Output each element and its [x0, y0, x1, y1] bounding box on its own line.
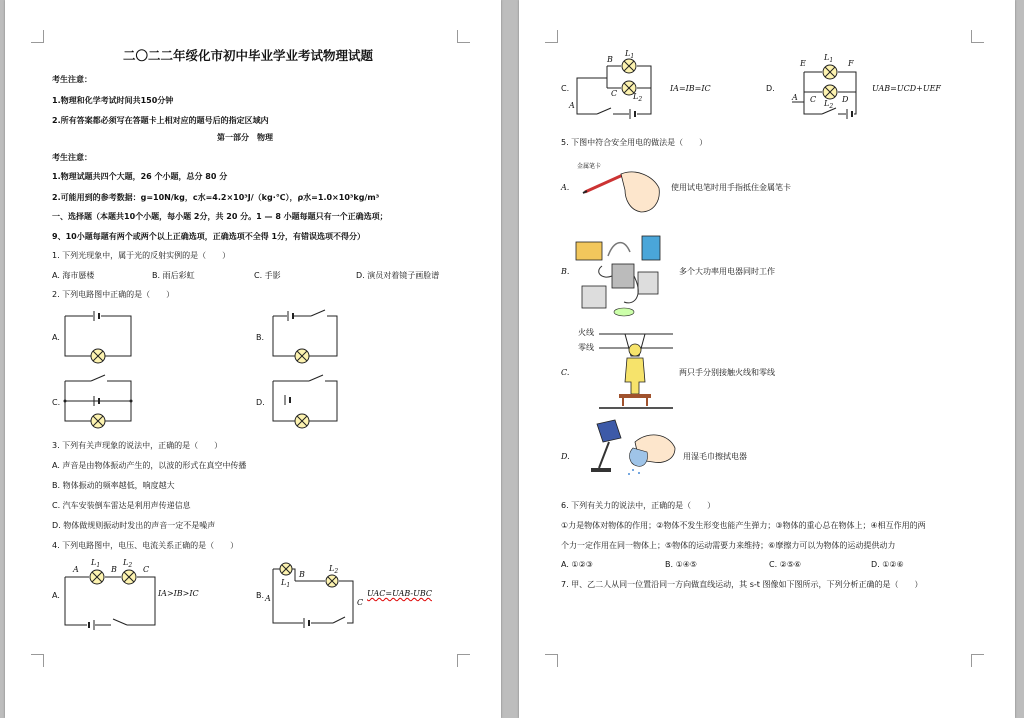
- q3-option-d: D. 物体做规则振动时发出的声音一定不是噪声: [52, 521, 216, 530]
- svg-text:L1: $L_1$: [625, 49, 635, 60]
- svg-text:L1: $L_1$: [91, 558, 101, 569]
- notice-item: 1.物理和化学考试时间共150分钟: [52, 96, 174, 105]
- q4-option-c-label: C.: [561, 84, 570, 93]
- svg-text:L2: $L_2$: [633, 92, 643, 103]
- svg-text:A: A: [265, 594, 271, 603]
- circuit-diagram-q4b: [265, 561, 364, 626]
- svg-text:E: E: [800, 59, 806, 68]
- question-5-stem: 5. 下图中符合安全用电的做法是（ ）: [561, 138, 708, 147]
- crop-mark: [31, 30, 44, 43]
- notice-item: 1.物理试题共四个大题，26 个小题，总分 80 分: [52, 172, 228, 181]
- q2-option-d-label: D.: [256, 398, 265, 407]
- crop-mark: [457, 30, 470, 43]
- q6-option-c: C. ②⑤⑥: [769, 560, 802, 569]
- circuit-diagram-q4c: [569, 49, 667, 118]
- svg-text:C: C: [611, 89, 618, 98]
- document-page-left: [5, 0, 501, 718]
- crop-mark: [971, 654, 984, 667]
- q2-option-a-label: A.: [52, 333, 60, 342]
- notice-heading: 考生注意：: [52, 153, 92, 162]
- svg-text:F: F: [848, 59, 854, 68]
- svg-text:A: A: [792, 93, 798, 102]
- q4-option-a-label: A.: [52, 591, 60, 600]
- svg-text:C: C: [357, 598, 364, 607]
- q3-option-b: B. 物体振动的频率越低，响度越大: [52, 481, 175, 490]
- q6-option-a: A. ①②③: [561, 560, 593, 569]
- q5-option-a-text: 使用试电笔时用手指抵住金属笔卡: [671, 183, 791, 192]
- svg-text:B: B: [111, 565, 117, 574]
- crop-mark: [545, 654, 558, 667]
- question-2-stem: 2. 下列电路图中正确的是（ ）: [52, 290, 175, 299]
- q5-option-c-text: 两只手分别接触火线和零线: [679, 368, 775, 377]
- question-6-stem: 6. 下列有关力的说法中，正确的是（ ）: [561, 501, 716, 510]
- svg-text:C: C: [143, 565, 150, 574]
- q4d-relation: UAB=UCD+UEF: [872, 84, 941, 93]
- q4c-relation: IA=IB=IC: [670, 84, 711, 93]
- circuit-diagram-q2b: [273, 310, 343, 362]
- wet-towel-lamp-illustration: [589, 420, 679, 476]
- svg-text:A: A: [569, 101, 575, 110]
- q5-option-b-label: B.: [561, 267, 570, 276]
- circuit-diagram-q2a: [65, 310, 135, 362]
- q2-option-c-label: C.: [52, 398, 61, 407]
- q4b-relation: UAC=UAB-UBC: [367, 589, 432, 598]
- q1-option-c: C. 手影: [254, 271, 281, 280]
- document-page-right: [519, 0, 1015, 718]
- circuit-diagram-q4d: [784, 50, 874, 118]
- crop-mark: [545, 30, 558, 43]
- q6-statements-line2: 个力一定作用在同一物体上；⑤物体的运动需要力来维持；⑥摩擦力可以为物体的运动提供动力: [561, 541, 896, 550]
- svg-text:B: B: [299, 570, 305, 579]
- notice-heading: 考生注意：: [52, 75, 92, 84]
- live-wire-label: 火线: [578, 328, 594, 337]
- q5-option-d-text: 用湿毛巾擦拭电器: [683, 452, 747, 461]
- crop-mark: [31, 654, 44, 667]
- circuit-diagram-q2d: [273, 375, 343, 427]
- svg-text:L2: $L_2$: [824, 99, 834, 110]
- svg-text:L2: $L_2$: [123, 558, 133, 569]
- q5-option-b-text: 多个大功率用电器同时工作: [679, 267, 775, 276]
- circuit-diagram-q4a: [65, 558, 155, 628]
- svg-text:L1: $L_1$: [281, 578, 291, 589]
- test-pen-illustration: [581, 168, 663, 216]
- q1-option-b: B. 雨后彩虹: [152, 271, 195, 280]
- q1-option-d: D. 演员对着镜子画脸谱: [356, 271, 440, 280]
- svg-text:A: A: [73, 565, 79, 574]
- circuit-diagram-q2c: [65, 375, 135, 427]
- crop-mark: [971, 30, 984, 43]
- q5-option-d-label: D.: [561, 452, 570, 461]
- q4-option-d-label: D.: [766, 84, 775, 93]
- q4-option-b-label: B.: [256, 591, 265, 600]
- question-7-stem: 7. 甲、乙二人从同一位置沿同一方向做直线运动，其 s-t 图像如下图所示，下列分析正确的是（ ）: [561, 580, 923, 589]
- overloaded-socket-illustration: [574, 236, 674, 318]
- question-3-stem: 3. 下列有关声现象的说法中，正确的是（ ）: [52, 441, 223, 450]
- q3-option-c: C. 汽车安装倒车雷达是利用声传递信息: [52, 501, 191, 510]
- question-4-stem: 4. 下列电路图中，电压、电流关系正确的是（ ）: [52, 541, 239, 550]
- q4a-relation: IA>IB>IC: [158, 589, 199, 598]
- svg-text:L1: $L_1$: [824, 53, 834, 64]
- crop-mark: [457, 654, 470, 667]
- notice-item: 2.所有答案都必须写在答题卡上相对应的题号后的指定区域内: [52, 116, 269, 125]
- q3-option-a: A. 声音是由物体振动产生的，以波的形式在真空中传播: [52, 461, 247, 470]
- section-instructions: 一、选择题（本题共10个小题，每小题 2分，共 20 分。1 — 8 小题每题只有一个正确选项；: [52, 212, 388, 221]
- section-instructions: 9、10小题每题有两个或两个以上正确选项，正确选项不全得 1分，有错误选项不得分）: [52, 232, 366, 241]
- q6-option-b: B. ①④⑤: [665, 560, 698, 569]
- q6-statements-line1: ①力是物体对物体的作用；②物体不发生形变也能产生弹力；③物体的重心总在物体上；④相互作用的两: [561, 521, 926, 530]
- q1-option-a: A. 海市蜃楼: [52, 271, 95, 280]
- reference-data: 2.可能用到的参考数据：g=10N/kg，c水=4.2×10³J/（kg·℃），ρ水=1.0×10³kg/m³: [52, 193, 380, 202]
- part-title: 第一部分 物理: [217, 133, 273, 142]
- svg-text:D: D: [842, 95, 849, 104]
- svg-text:L2: $L_2$: [329, 564, 339, 575]
- svg-text:B: B: [607, 55, 613, 64]
- q2-option-b-label: B.: [256, 333, 265, 342]
- exam-title: 二〇二二年绥化市初中毕业学业考试物理试题: [123, 48, 374, 63]
- q6-option-d: D. ①②⑥: [871, 560, 904, 569]
- neutral-wire-label: 零线: [578, 343, 594, 352]
- q5-option-a-label: A.: [561, 183, 570, 192]
- metal-clip-label: 金属笔卡: [577, 163, 602, 170]
- question-1-stem: 1. 下列光现象中，属于光的反射实例的是（ ）: [52, 251, 231, 260]
- electric-shock-illustration: [599, 330, 679, 414]
- svg-text:C: C: [810, 95, 817, 104]
- q5-option-c-label: C.: [561, 368, 570, 377]
